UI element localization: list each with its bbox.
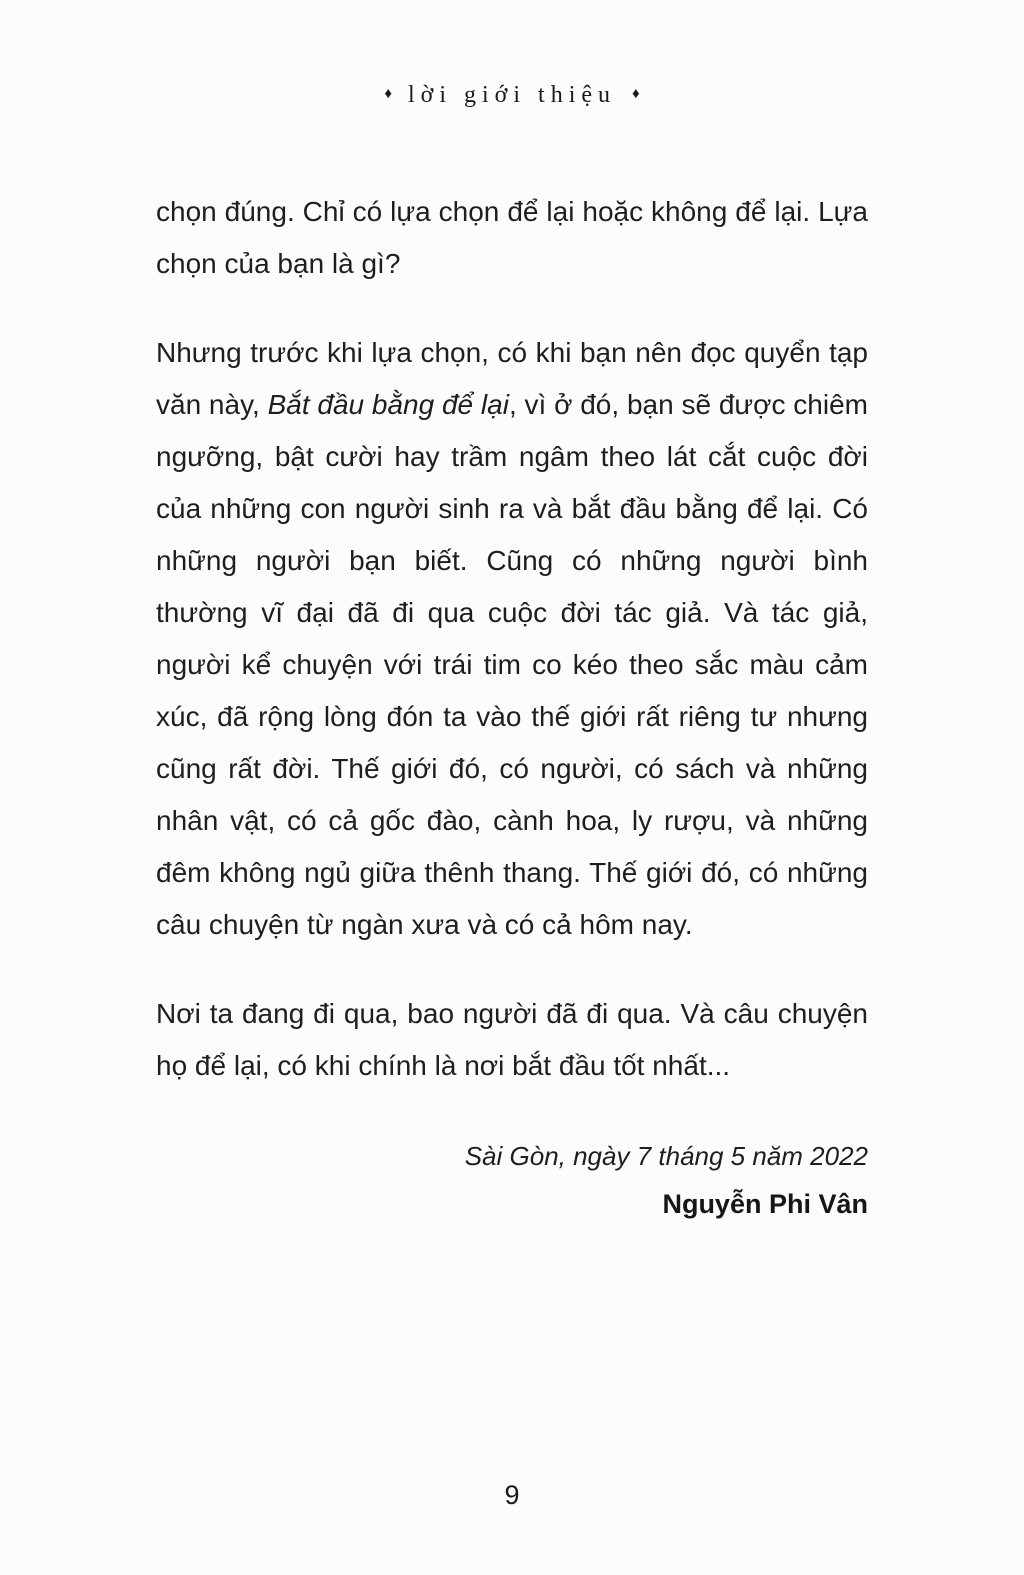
paragraph-1: chọn đúng. Chỉ có lựa chọn để lại hoặc không để lại. Lựa chọn của bạn là gì? <box>156 196 868 279</box>
paragraph-3: Nơi ta đang đi qua, bao người đã đi qua. Và câu chuyện họ để lại, có khi chính là nơi bắt đầu tốt nhất... <box>156 998 868 1081</box>
running-header <box>0 82 1024 109</box>
signature-place-date: Sài Gòn, ngày 7 tháng 5 năm 2022 <box>464 1141 868 1171</box>
page-number: 9 <box>504 1480 520 1510</box>
body-text <box>156 186 868 1224</box>
diamond-icon-left: ♦ <box>384 86 392 102</box>
signature-author: Nguyễn Phi Vân <box>662 1189 868 1219</box>
book-title-italic: Bắt đầu bằng để lại <box>267 389 509 420</box>
paragraph-2-text-before: Nhưng trước khi lựa chọn, có khi bạn nên đọc quyển tạp văn này, <box>156 337 868 420</box>
paragraph-2 <box>156 327 868 951</box>
diamond-icon-right: ♦ <box>632 86 640 102</box>
chapter-title: lời giới thiệu <box>407 82 617 108</box>
signature-block <box>156 1136 868 1224</box>
paragraph-2-text-after: , vì ở đó, bạn sẽ được chiêm ngưỡng, bật cười hay trầm ngâm theo lát cắt cuộc đời của những con người sinh ra và bắt đầu bằng để lại. Có những người bạn biết. Cũng có những người bình thường vĩ đại đã đi qua cuộc đời tác giả. Và tác giả, người kể chuyện với trái tim co kéo theo sắc màu cảm xúc, đã rộng lòng đón ta vào thế giới rất riêng tư nhưng cũng rất đời. Thế giới đó, có người, có sách và những nhân vật, có cả gốc đào, cành hoa, ly rượu, và những đêm không ngủ giữa thênh thang. Thế giới đó, có những câu chuyện từ ngàn xưa và có cả hôm nay. <box>156 389 868 940</box>
